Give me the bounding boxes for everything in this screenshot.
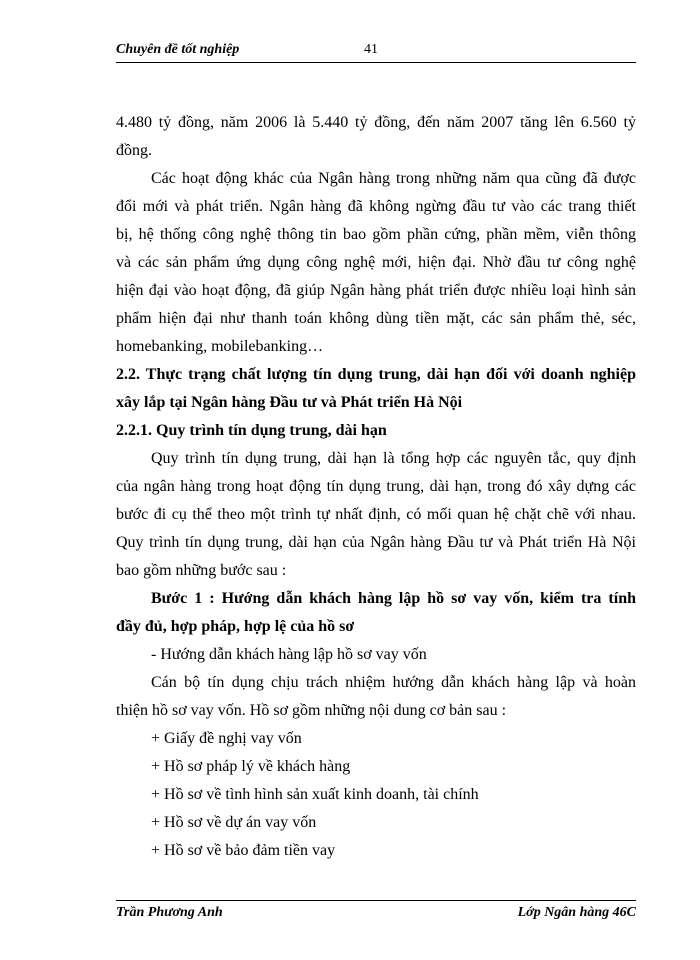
body-line: homebanking, mobilebanking… bbox=[116, 338, 324, 355]
list-item: + Hồ sơ pháp lý về khách hàng bbox=[151, 758, 351, 775]
list-item: + Hồ sơ về bảo đảm tiền vay bbox=[151, 842, 336, 859]
list-item: + Hồ sơ về dự án vay vốn bbox=[151, 814, 317, 831]
step-heading: Bước 1 : Hướng dẫn khách hàng lập hồ sơ vay vốn, kiểm tra tính bbox=[151, 590, 636, 607]
body-line: bị, hệ thống công nghệ thông tin bao gồm phần cứng, phần mềm, viễn thông bbox=[116, 226, 636, 243]
step-heading: đầy đủ, hợp pháp, hợp lệ của hồ sơ bbox=[116, 618, 355, 635]
list-item: + Hồ sơ về tình hình sản xuất kinh doanh, tài chính bbox=[151, 786, 479, 803]
body-line: đồng. bbox=[116, 142, 152, 159]
footer-author: Trần Phương Anh bbox=[116, 905, 223, 920]
body-line: Cán bộ tín dụng chịu trách nhiệm hướng dẫn khách hàng lập và hoàn bbox=[151, 674, 636, 691]
footer-class: Lớp Ngân hàng 46C bbox=[517, 905, 636, 920]
section-heading: 2.2. Thực trạng chất lượng tín dụng trung, dài hạn đối với doanh nghiệp bbox=[116, 366, 636, 383]
list-item: + Giấy đề nghị vay vốn bbox=[151, 730, 302, 747]
body-line: và các sản phẩm ứng dụng công nghệ mới, hiện đại. Nhờ đầu tư công nghệ bbox=[116, 254, 636, 271]
page-number: 41 bbox=[364, 42, 378, 57]
body-line: Các hoạt động khác của Ngân hàng trong những năm qua cũng đã được bbox=[151, 170, 636, 187]
body-line: - Hướng dẫn khách hàng lập hồ sơ vay vốn bbox=[151, 646, 427, 663]
page-footer bbox=[116, 900, 636, 920]
header-title: Chuyên đề tốt nghiệp bbox=[116, 42, 240, 57]
subsection-heading: 2.2.1. Quy trình tín dụng trung, dài hạn bbox=[116, 422, 387, 439]
body-line: bao gồm những bước sau : bbox=[116, 562, 287, 579]
body-line: hiện đại vào hoạt động, đã giúp Ngân hàng phát triển được nhiều loại hình sản bbox=[116, 282, 636, 299]
body-line: Quy trình tín dụng trung, dài hạn là tổng hợp các nguyên tắc, quy định bbox=[151, 450, 636, 467]
body-line: của ngân hàng trong hoạt động tín dụng trung, dài hạn, trong đó xây dựng các bbox=[116, 478, 636, 495]
body-line: 4.480 tỷ đồng, năm 2006 là 5.440 tỷ đồng, đến năm 2007 tăng lên 6.560 tỷ bbox=[116, 114, 636, 131]
section-heading: xây lắp tại Ngân hàng Đầu tư và Phát triển Hà Nội bbox=[116, 394, 463, 411]
body-line: Quy trình tín dụng trung, dài hạn của Ngân hàng Đầu tư và Phát triển Hà Nội bbox=[116, 534, 636, 551]
body-line: thiện hồ sơ vay vốn. Hồ sơ gồm những nội dung cơ bản sau : bbox=[116, 702, 507, 719]
body-line: đổi mới và phát triển. Ngân hàng đã không ngừng đầu tư vào các trang thiết bbox=[116, 198, 636, 215]
body-line: phẩm hiện đại như thanh toán không dùng tiền mặt, các sản phẩm thẻ, séc, bbox=[116, 310, 636, 327]
page-header bbox=[116, 38, 636, 63]
body-line: bước đi cụ thể theo một trình tự nhất định, có mối quan hệ chặt chẽ với nhau. bbox=[116, 506, 636, 523]
